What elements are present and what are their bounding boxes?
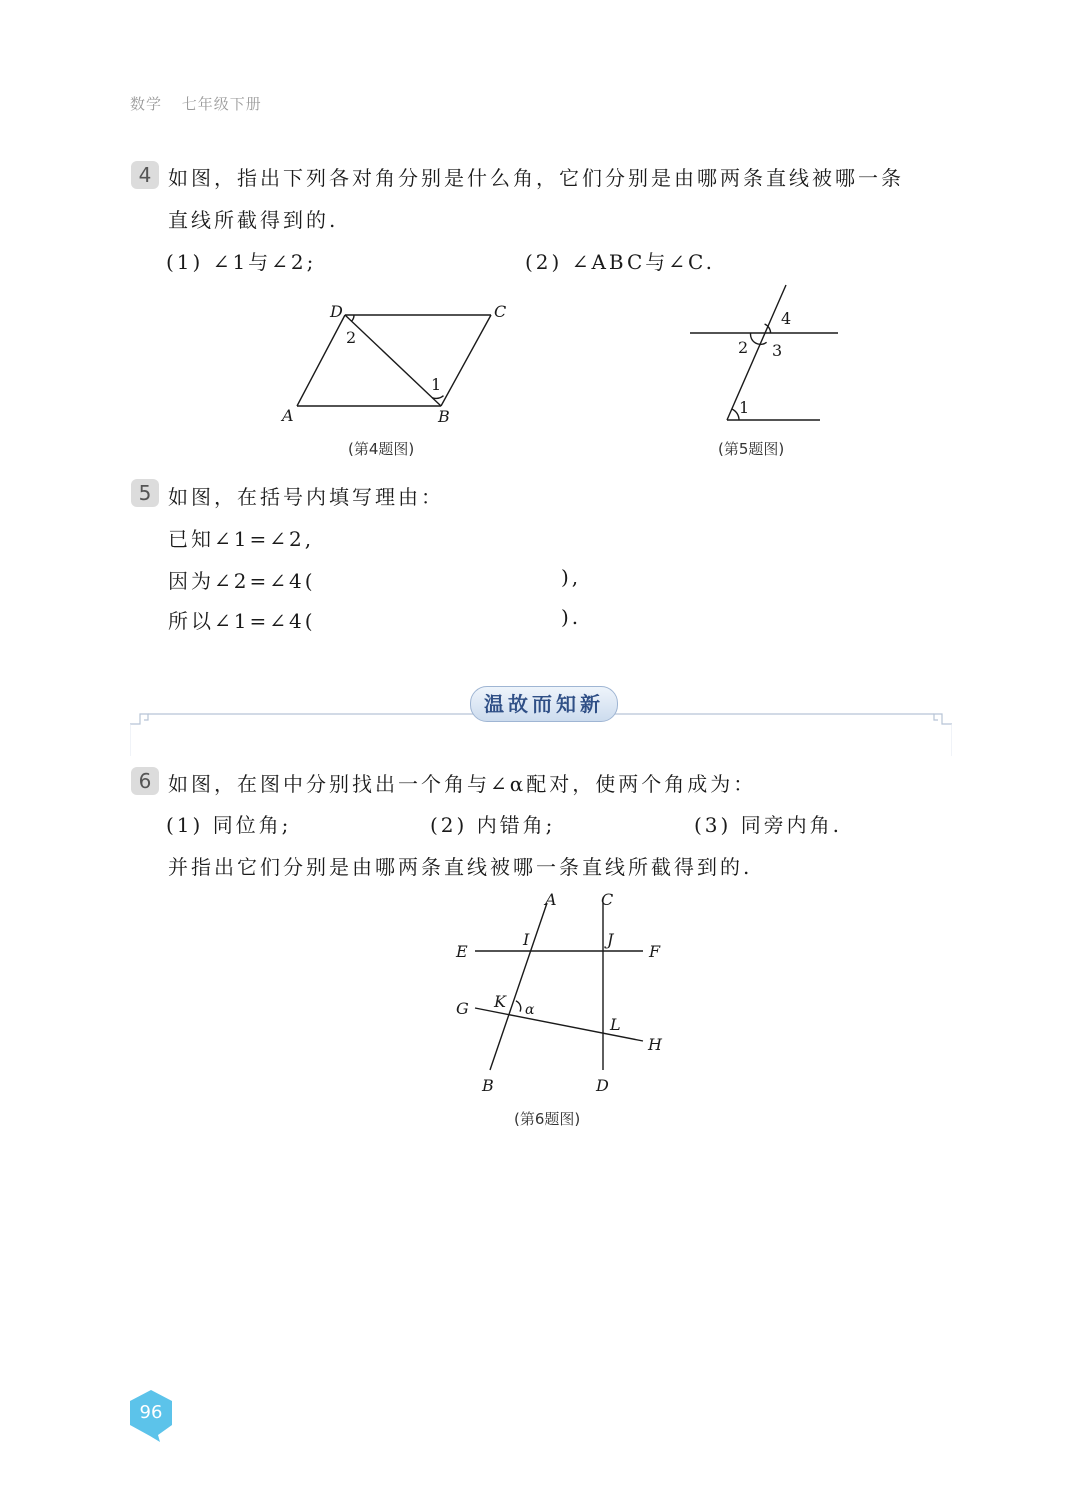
header-subject: 数学 <box>130 95 163 113</box>
section-title-banner: 温故而知新 <box>470 686 618 722</box>
label-A: A <box>282 406 294 425</box>
angle-label-2: 2 <box>346 328 357 347</box>
figure-q4-parallelogram <box>270 295 530 430</box>
q6-part3: (3) 同旁内角. <box>694 813 843 837</box>
label-J: J <box>607 930 614 949</box>
angle-arc-alpha <box>516 1001 521 1012</box>
angle-arc-1 <box>732 409 739 420</box>
header-grade: 七年级下册 <box>181 95 262 113</box>
caption-q4: (第4题图) <box>348 440 415 458</box>
question-number-5: 5 <box>131 479 159 507</box>
angle-label-1: 1 <box>431 375 442 394</box>
angle-arc-2 <box>352 315 354 321</box>
running-header <box>130 93 276 114</box>
label-H: H <box>648 1035 662 1054</box>
label-C: C <box>601 890 614 909</box>
label-F: F <box>649 942 661 961</box>
page-number-badge <box>128 1390 174 1436</box>
q5-given: 已知∠1=∠2, <box>168 527 315 551</box>
figure-q5-transversal <box>685 280 845 425</box>
caption-q5: (第5题图) <box>718 440 785 458</box>
label-I: I <box>523 930 530 949</box>
label-D: D <box>330 302 343 321</box>
label-D: D <box>596 1076 609 1095</box>
angle-arc-1 <box>432 396 443 399</box>
question-number-6: 6 <box>131 767 159 795</box>
divider-ornament-right <box>934 714 952 724</box>
q6-text-line3: 并指出它们分别是由哪两条直线被哪一条直线所截得到的. <box>168 855 753 879</box>
q4-part1: (1) ∠1与∠2; <box>166 250 317 274</box>
q5-because: 因为∠2=∠4( <box>168 569 316 593</box>
q5-text-line1: 如图，在括号内填写理由： <box>168 485 444 509</box>
q4-part2: (2) ∠ABC与∠C. <box>525 250 715 274</box>
label-alpha: α <box>525 1002 535 1018</box>
question-number-4: 4 <box>131 161 159 189</box>
angle-label-4: 4 <box>781 309 792 328</box>
divider-ornament-left <box>130 714 148 724</box>
label-E: E <box>456 942 468 961</box>
label-A: A <box>545 890 557 909</box>
label-B: B <box>482 1076 494 1095</box>
label-L: L <box>610 1015 621 1034</box>
angle-label-3: 3 <box>772 341 783 360</box>
label-K: K <box>494 992 506 1011</box>
q6-part1: (1) 同位角; <box>166 813 292 837</box>
q4-text-line1: 如图，指出下列各对角分别是什么角，它们分别是由哪两条直线被哪一条 <box>168 166 904 190</box>
line-AB <box>490 903 547 1070</box>
caption-q6: (第6题图) <box>514 1110 581 1128</box>
segment-DB <box>345 315 441 406</box>
segment-BC <box>441 315 491 406</box>
q5-so: 所以∠1=∠4( <box>168 609 316 633</box>
angle-label-1: 1 <box>739 398 750 417</box>
q5-because-end: ), <box>561 565 582 589</box>
label-C: C <box>494 302 507 321</box>
q5-so-end: ). <box>561 605 582 629</box>
page-number: 96 <box>139 1402 163 1423</box>
q6-text-line1: 如图，在图中分别找出一个角与∠α配对，使两个角成为： <box>168 772 757 796</box>
q6-part2: (2) 内错角; <box>430 813 556 837</box>
segment-AD <box>297 315 345 406</box>
label-B: B <box>438 407 450 426</box>
figure-q6-lines <box>450 888 670 1098</box>
angle-label-2: 2 <box>738 338 749 357</box>
label-G: G <box>456 999 469 1018</box>
q4-text-line2: 直线所截得到的. <box>168 208 339 232</box>
